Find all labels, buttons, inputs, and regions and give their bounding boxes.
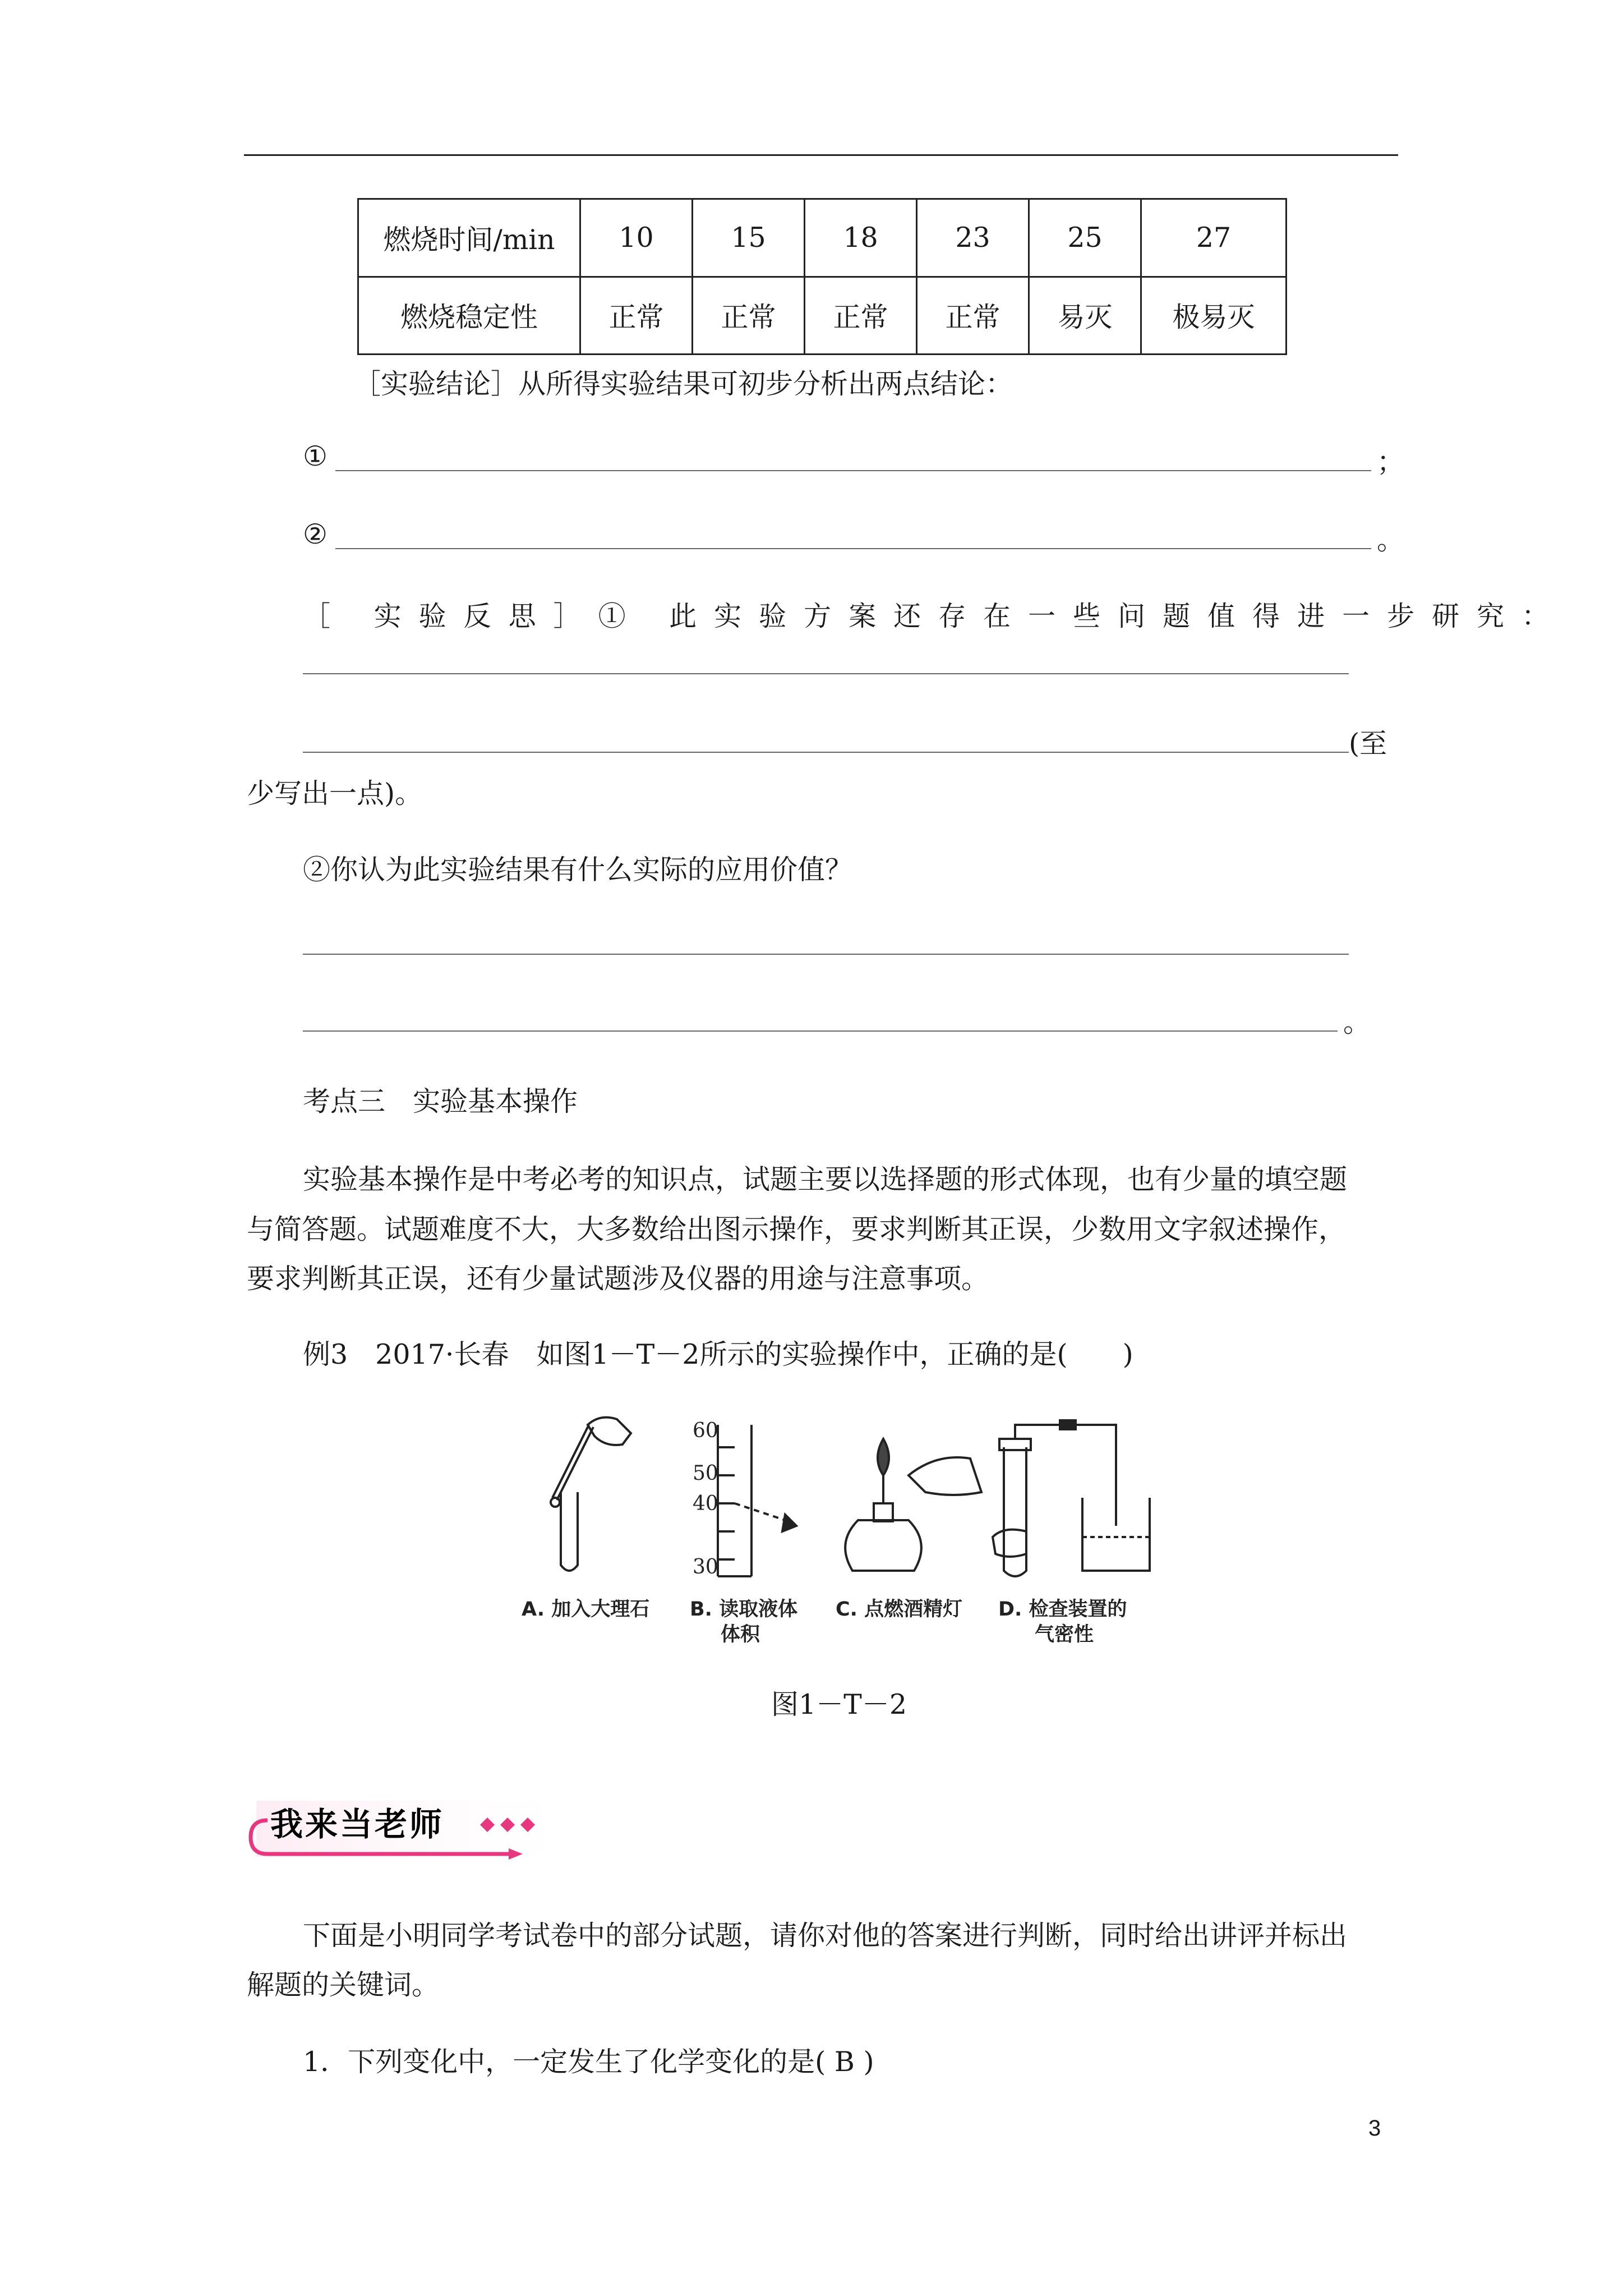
- figure-caption: 体积: [721, 1623, 760, 1646]
- scale-label: 40: [693, 1492, 718, 1515]
- section-paragraph: 要求判断其正误，还有少量试题涉及仪器的用途与注意事项。: [247, 1263, 989, 1295]
- table-row: [358, 199, 1287, 277]
- table-cell: 18: [805, 199, 917, 277]
- conclusion-intro: ［实验结论］从所得实验结果可初步分析出两点结论：: [353, 368, 1013, 400]
- figure-caption: B. 读取液体: [690, 1598, 798, 1621]
- table-cell: 正常: [693, 277, 805, 355]
- reflection-line: ［ 实验反思］① 此实验方案还存在一些问题值得进一步研究：: [303, 600, 1567, 632]
- table-cell: 正常: [580, 277, 693, 355]
- table-header-cell: 燃烧稳定性: [358, 277, 580, 355]
- graduated-cylinder-icon: [718, 1425, 796, 1576]
- conclusion-item2-end: 。: [1377, 524, 1405, 556]
- table-cell: 25: [1029, 199, 1141, 277]
- scale-label: 30: [693, 1556, 718, 1579]
- table-cell: 23: [917, 199, 1029, 277]
- test-tube-icon: [551, 1418, 631, 1571]
- table-cell: 极易灭: [1141, 277, 1287, 355]
- table-cell: 正常: [805, 277, 917, 355]
- table-cell: 正常: [917, 277, 1029, 355]
- conclusion-item1-mark: ①: [303, 440, 328, 472]
- table-cell: 15: [693, 199, 805, 277]
- header-rule: [244, 154, 1398, 156]
- reflection-question: ②你认为此实验结果有什么实际的应用价值？: [303, 854, 853, 886]
- reflection-end: 。: [1343, 1006, 1371, 1038]
- table-header-cell: 燃烧时间/min: [358, 199, 580, 277]
- figure-caption: D. 检查装置的: [998, 1598, 1127, 1621]
- answer-blank[interactable]: [335, 470, 1371, 471]
- lab-operations-figure: [522, 1414, 1195, 1655]
- page-number: 3: [1368, 2116, 1381, 2141]
- answer-blank[interactable]: [303, 954, 1349, 955]
- table-row: [358, 277, 1287, 355]
- banner-title: 我来当老师: [270, 1805, 445, 1843]
- section-paragraph: 实验基本操作是中考必考的知识点，试题主要以选择题的形式体现，也有少量的填空题: [303, 1163, 1348, 1195]
- scale-label: 60: [693, 1419, 718, 1442]
- answer-blank[interactable]: [303, 1030, 1338, 1032]
- example-question: 例3 2017·长春 如图1－T－2所示的实验操作中，正确的是( ): [303, 1338, 1133, 1370]
- answer-blank[interactable]: [303, 752, 1349, 753]
- figure-caption: A. 加入大理石: [522, 1598, 650, 1621]
- burn-time-table: [357, 198, 1287, 355]
- section-paragraph: 与简答题。试题难度不大，大多数给出图示操作，要求判断其正误，少数用文字叙述操作，: [247, 1213, 1347, 1245]
- conclusion-item1-end: ；: [1377, 446, 1405, 478]
- scale-label: 50: [693, 1462, 718, 1485]
- reflection-tail: (至: [1349, 728, 1387, 760]
- table-cell: 易灭: [1029, 277, 1141, 355]
- table-cell: 10: [580, 199, 693, 277]
- answer-blank[interactable]: [303, 673, 1349, 674]
- question-1: 1．下列变化中，一定发生了化学变化的是( B ): [303, 2046, 874, 2078]
- teacher-paragraph: 下面是小明同学考试卷中的部分试题，请你对他的答案进行判断，同时给出讲评并标出: [303, 1920, 1348, 1952]
- section-heading: 考点三 实验基本操作: [303, 1085, 578, 1117]
- figure-label: 图1－T－2: [771, 1688, 907, 1720]
- section-banner: [245, 1795, 587, 1868]
- figure-caption: 气密性: [1035, 1623, 1094, 1646]
- teacher-paragraph: 解题的关键词。: [247, 1969, 440, 2001]
- conclusion-item2-mark: ②: [303, 518, 328, 550]
- alcohol-lamp-icon: [845, 1439, 981, 1571]
- reflection-cont: 少写出一点)。: [247, 777, 423, 809]
- answer-blank[interactable]: [335, 548, 1371, 549]
- figure-caption: C. 点燃酒精灯: [836, 1598, 963, 1621]
- gas-tight-check-icon: [993, 1420, 1150, 1576]
- table-cell: 27: [1141, 199, 1287, 277]
